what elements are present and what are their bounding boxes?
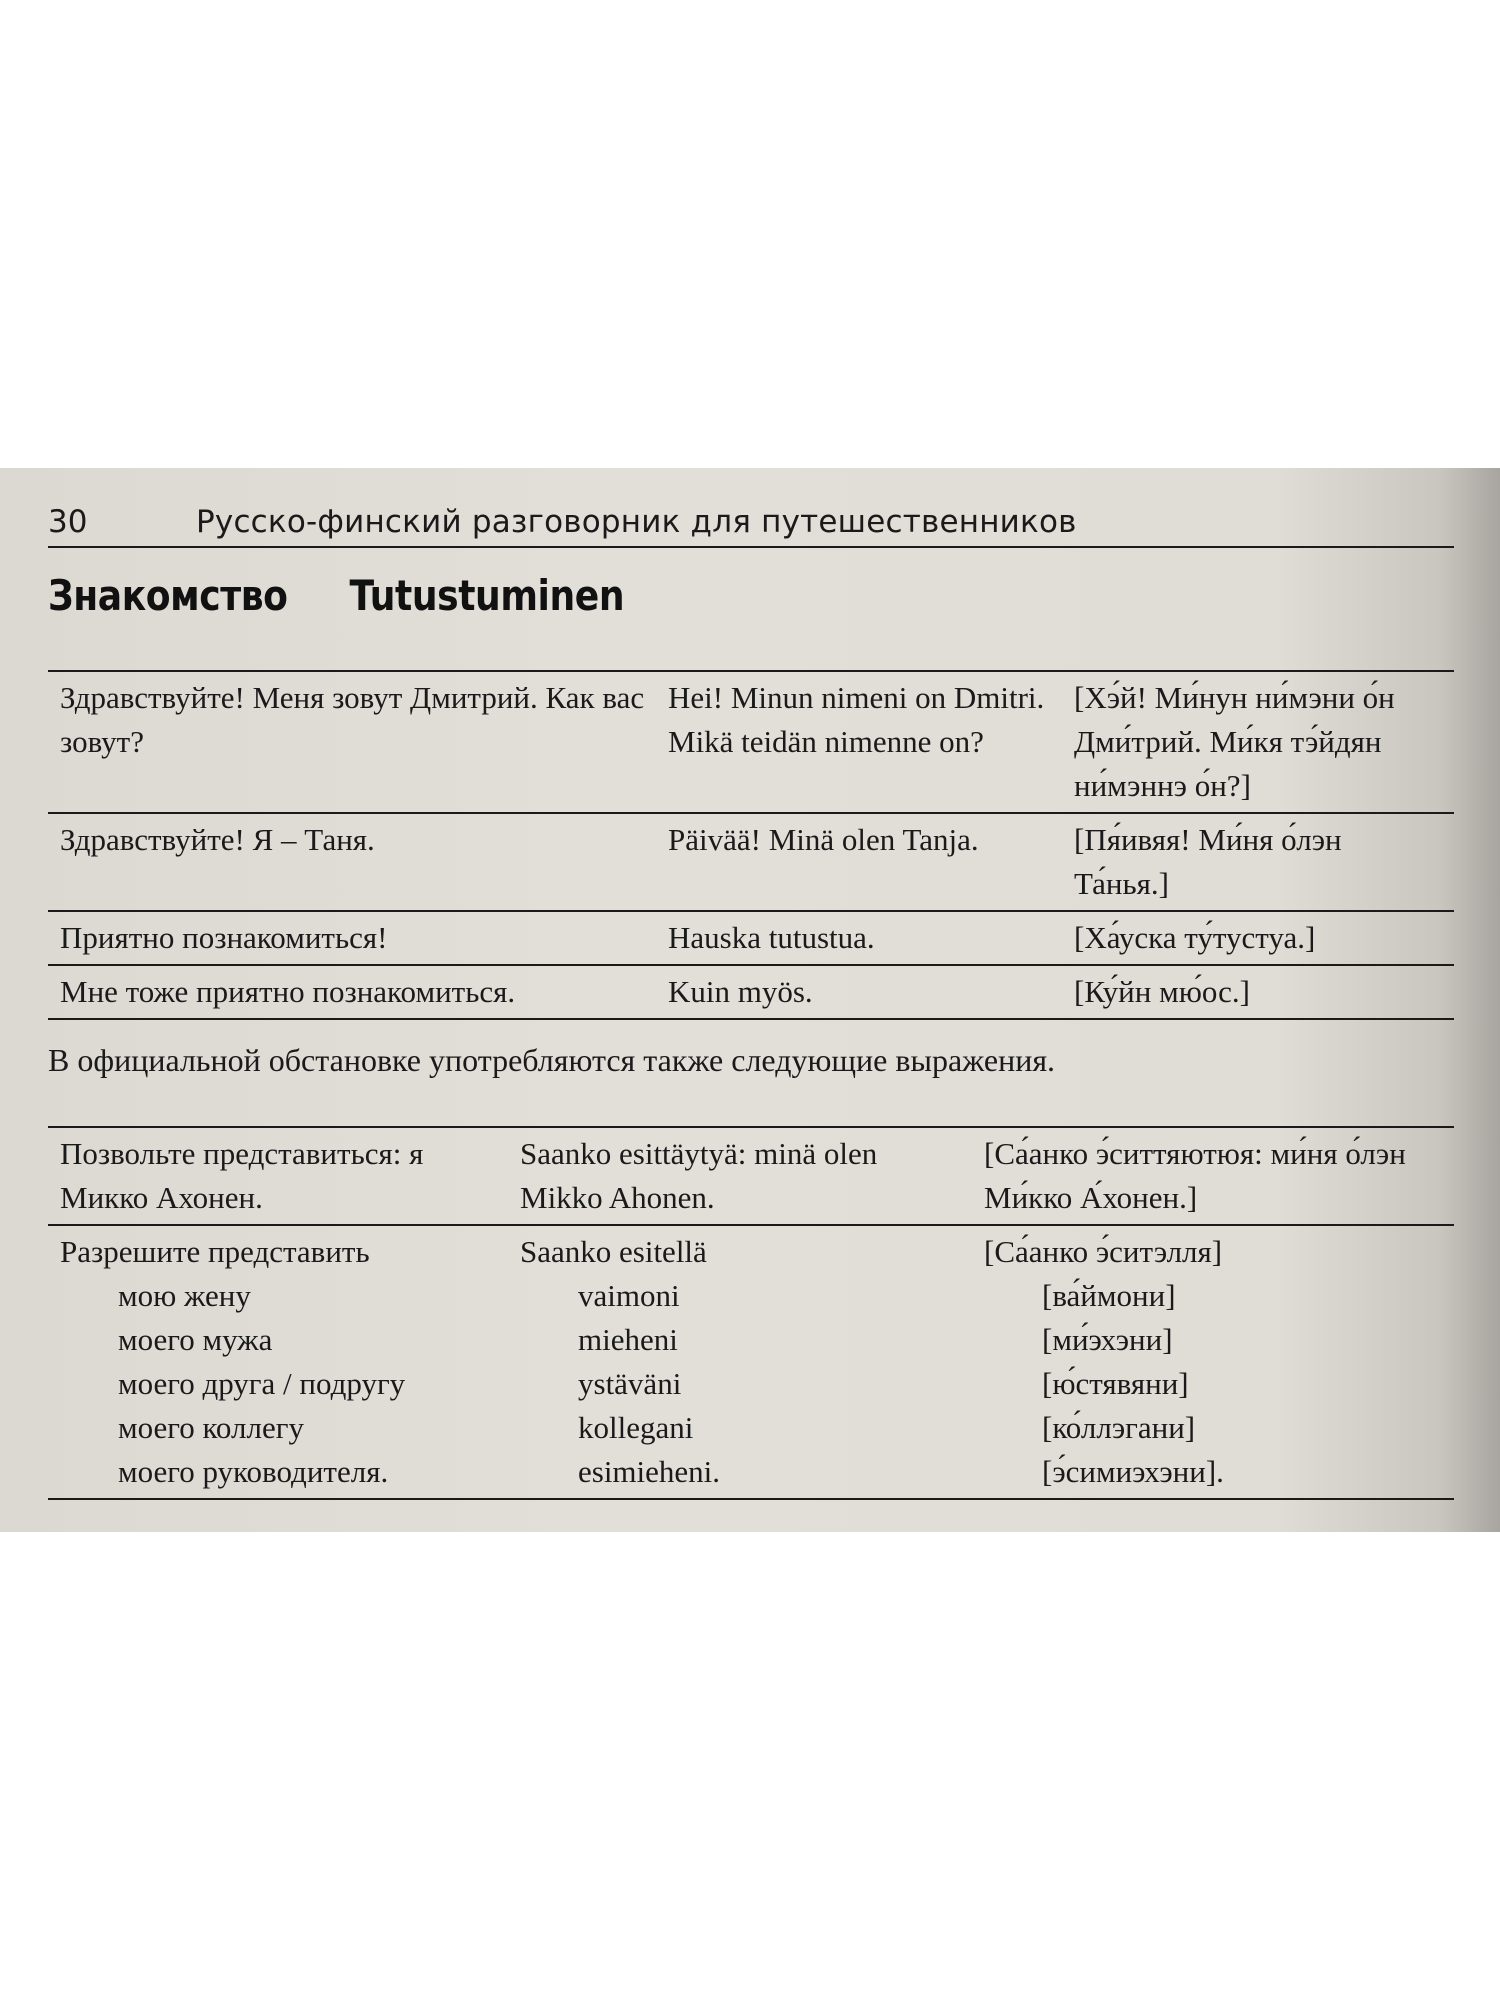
russian-phrase: Разрешите представить <box>60 1234 370 1269</box>
pronunciation: [Пя́ивяя! Ми́ня о́лэн Та́нья.] <box>1062 813 1454 911</box>
section-title-ru: Знакомство <box>48 571 288 620</box>
russian-phrase: Приятно познакомиться! <box>48 911 656 965</box>
formal-table <box>48 1126 1454 1500</box>
finnish-phrase: Saanko esitellä <box>520 1234 707 1269</box>
page-header <box>48 490 1454 548</box>
russian-item: моего коллегу <box>118 1410 304 1445</box>
finnish-item: kollegani <box>578 1410 694 1445</box>
russian-item: мою жену <box>118 1278 251 1313</box>
running-title: Русско-финский разговорник для путешественников <box>196 504 1077 540</box>
russian-phrase: Мне тоже приятно познакомиться. <box>48 965 656 1019</box>
table-row <box>48 911 1454 965</box>
section-title-fi: Tutustuminen <box>349 571 625 620</box>
table-row <box>48 1225 1454 1499</box>
pronunciation-item: [ю́стявяни] <box>1042 1366 1189 1401</box>
russian-phrase: Здравствуйте! Я – Таня. <box>48 813 656 911</box>
pronunciation: [Хэ́й! Ми́нун ни́мэни о́н Дми́трий. Ми́кя тэ́йдян ни́мэннэ о́н?] <box>1062 671 1454 813</box>
section-title <box>48 571 624 620</box>
finnish-phrase: Hauska tutustua. <box>656 911 1062 965</box>
finnish-phrase: Päivää! Minä olen Tanja. <box>656 813 1062 911</box>
finnish-item: esimieheni. <box>578 1454 721 1489</box>
table-row <box>48 813 1454 911</box>
russian-item: моего руководителя. <box>118 1454 389 1489</box>
scanned-page <box>0 468 1500 1532</box>
russian-phrase: Позвольте представиться: я Микко Ахонен. <box>48 1127 508 1225</box>
finnish-phrase: Hei! Minun nimeni on Dmitri. Mikä teidän nimenne on? <box>656 671 1062 813</box>
page-number: 30 <box>48 504 88 540</box>
russian-column <box>48 1225 508 1499</box>
greetings-table <box>48 670 1454 1020</box>
pronunciation-column <box>972 1225 1454 1499</box>
finnish-column <box>508 1225 972 1499</box>
russian-item: моего мужа <box>118 1322 273 1357</box>
finnish-phrase: Saanko esittäytyä: minä olen Mikko Ahonen. <box>508 1127 972 1225</box>
russian-phrase: Здравствуйте! Меня зовут Дмитрий. Как вас зовут? <box>48 671 656 813</box>
pronunciation: [Са́анко э́ситэлля] <box>984 1234 1223 1269</box>
pronunciation: [Ку́йн мю́ос.] <box>1062 965 1454 1019</box>
pronunciation-item: [ми́эхэни] <box>1042 1322 1173 1357</box>
table-row <box>48 671 1454 813</box>
finnish-phrase: Kuin myös. <box>656 965 1062 1019</box>
finnish-item: vaimoni <box>578 1278 680 1313</box>
pronunciation-item: [ва́ймони] <box>1042 1278 1176 1313</box>
pronunciation: [Са́анко э́ситтяютюя: ми́ня о́лэн Ми́кко А́хонен.] <box>972 1127 1454 1225</box>
pronunciation-item: [э́симиэхэни]. <box>1042 1454 1224 1489</box>
formal-note: В официальной обстановке употребляются также следующие выражения. <box>48 1042 1056 1078</box>
table-row <box>48 1127 1454 1225</box>
russian-item: моего друга / подругу <box>118 1366 406 1401</box>
pronunciation: [Ха́уска ту́тустуа.] <box>1062 911 1454 965</box>
finnish-item: ystäväni <box>578 1366 682 1401</box>
pronunciation-item: [ко́ллэгани] <box>1042 1410 1196 1445</box>
finnish-item: mieheni <box>578 1322 678 1357</box>
table-row <box>48 965 1454 1019</box>
